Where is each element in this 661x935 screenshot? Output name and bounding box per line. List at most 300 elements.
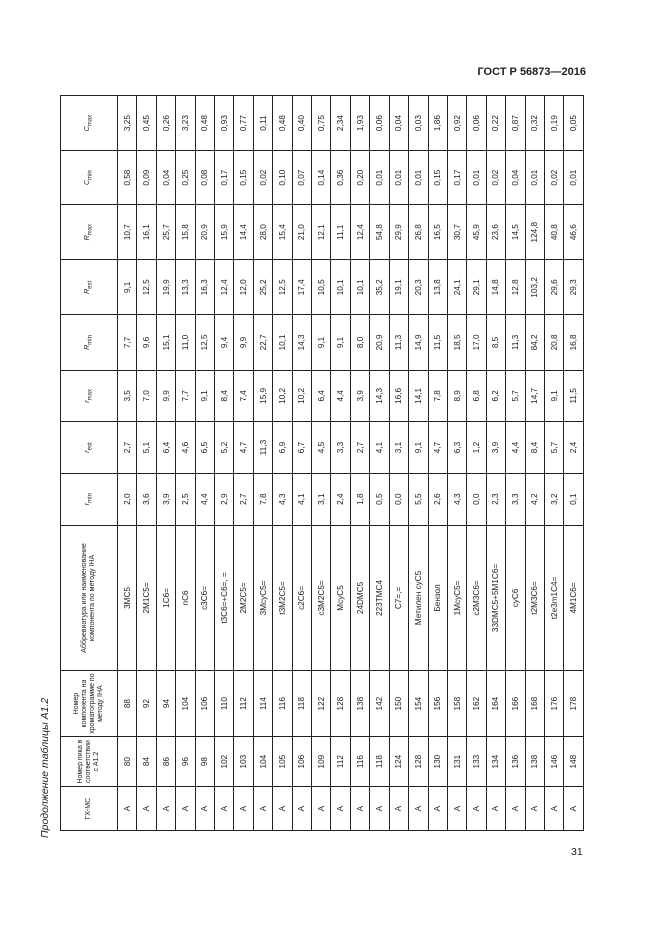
cell-gcms: A bbox=[156, 787, 175, 831]
cell-C-max: 3,23 bbox=[176, 96, 195, 151]
table-row bbox=[544, 96, 563, 831]
cell-chrom: 142 bbox=[370, 671, 389, 736]
cell-R-min: 8,5 bbox=[486, 315, 505, 370]
cell-r-max: 15,9 bbox=[253, 370, 272, 422]
cell-R-min: 17,0 bbox=[467, 315, 486, 370]
cell-R-est: 20,3 bbox=[409, 260, 428, 315]
cell-R-est: 10,1 bbox=[331, 260, 350, 315]
cell-chrom: 92 bbox=[137, 671, 156, 736]
cell-abbr: t3C6=+C6=, = bbox=[215, 525, 234, 671]
cell-C-max: 0,75 bbox=[312, 96, 331, 151]
cell-peak: 133 bbox=[467, 736, 486, 787]
cell-R-max: 12,1 bbox=[312, 205, 331, 260]
cell-r-max: 7,4 bbox=[234, 370, 253, 422]
cell-R-max: 15,9 bbox=[215, 205, 234, 260]
cell-r-max: 9,1 bbox=[544, 370, 563, 422]
header-C-symbol: C bbox=[83, 126, 91, 132]
cell-R-max: 45,9 bbox=[467, 205, 486, 260]
cell-C-min: 0,04 bbox=[156, 151, 175, 205]
header-R-symbol: R bbox=[83, 288, 91, 294]
header-r-min bbox=[61, 473, 118, 525]
cell-R-max: 54,8 bbox=[370, 205, 389, 260]
table-row bbox=[273, 96, 292, 831]
cell-r-min: 2,0 bbox=[118, 473, 137, 525]
cell-r-min: 3,9 bbox=[156, 473, 175, 525]
cell-C-max: 0,11 bbox=[253, 96, 272, 151]
table-row bbox=[176, 96, 195, 831]
table-row bbox=[292, 96, 311, 831]
cell-peak: 84 bbox=[137, 736, 156, 787]
table-row bbox=[118, 96, 137, 831]
cell-peak: 146 bbox=[544, 736, 563, 787]
cell-r-est: 8,4 bbox=[525, 422, 544, 474]
cell-R-min: 15,1 bbox=[156, 315, 175, 370]
cell-C-max: 0,05 bbox=[564, 96, 584, 151]
cell-C-max: 0,40 bbox=[292, 96, 311, 151]
cell-C-min: 0,58 bbox=[118, 151, 137, 205]
cell-chrom: 128 bbox=[331, 671, 350, 736]
cell-r-min: 2,6 bbox=[428, 473, 447, 525]
cell-r-min: 1,8 bbox=[350, 473, 369, 525]
cell-gcms: A bbox=[215, 787, 234, 831]
cell-peak: 86 bbox=[156, 736, 175, 787]
cell-R-max: 28,0 bbox=[253, 205, 272, 260]
header-sub-min: min bbox=[87, 170, 94, 180]
cell-peak: 124 bbox=[389, 736, 408, 787]
header-gcms: ГХ-МС bbox=[61, 787, 118, 831]
cell-R-max: 14,5 bbox=[506, 205, 525, 260]
cell-C-min: 0,15 bbox=[428, 151, 447, 205]
cell-peak: 136 bbox=[506, 736, 525, 787]
cell-r-est: 2,7 bbox=[118, 422, 137, 474]
cell-gcms: A bbox=[564, 787, 584, 831]
cell-C-min: 0,01 bbox=[467, 151, 486, 205]
header-R-symbol: R bbox=[83, 235, 91, 241]
cell-abbr: 4M1C6= bbox=[564, 525, 584, 671]
cell-r-max: 9,1 bbox=[195, 370, 214, 422]
cell-C-min: 0,01 bbox=[409, 151, 428, 205]
cell-r-min: 2,5 bbox=[176, 473, 195, 525]
cell-R-max: 10,7 bbox=[118, 205, 137, 260]
cell-peak: 103 bbox=[234, 736, 253, 787]
cell-C-max: 0,22 bbox=[486, 96, 505, 151]
cell-R-min: 22,7 bbox=[253, 315, 272, 370]
cell-gcms: A bbox=[195, 787, 214, 831]
cell-C-max: 0,04 bbox=[389, 96, 408, 151]
cell-chrom: 156 bbox=[428, 671, 447, 736]
cell-chrom: 168 bbox=[525, 671, 544, 736]
cell-r-max: 14,7 bbox=[525, 370, 544, 422]
cell-peak: 118 bbox=[370, 736, 389, 787]
cell-C-min: 0,04 bbox=[506, 151, 525, 205]
cell-R-est: 29,3 bbox=[564, 260, 584, 315]
cell-r-max: 10,2 bbox=[292, 370, 311, 422]
cell-R-est: 12,5 bbox=[137, 260, 156, 315]
cell-abbr: Бензол bbox=[428, 525, 447, 671]
cell-R-min: 9,4 bbox=[215, 315, 234, 370]
cell-abbr: t2e3m1C4= bbox=[544, 525, 563, 671]
cell-abbr: McyC5 bbox=[331, 525, 350, 671]
cell-r-est: 3,3 bbox=[331, 422, 350, 474]
header-C-min bbox=[61, 151, 118, 205]
cell-R-max: 26,8 bbox=[409, 205, 428, 260]
cell-R-max: 16,5 bbox=[428, 205, 447, 260]
cell-R-est: 25,2 bbox=[253, 260, 272, 315]
data-table bbox=[60, 95, 584, 831]
header-sub-est: est bbox=[87, 442, 94, 451]
header-r-symbol: r bbox=[83, 450, 91, 453]
cell-r-max: 8,4 bbox=[215, 370, 234, 422]
cell-R-min: 9,1 bbox=[312, 315, 331, 370]
cell-r-est: 4,7 bbox=[428, 422, 447, 474]
header-sub-max: max bbox=[87, 114, 94, 127]
cell-C-min: 0,17 bbox=[215, 151, 234, 205]
cell-r-est: 6,9 bbox=[273, 422, 292, 474]
cell-R-min: 10,1 bbox=[273, 315, 292, 370]
cell-r-max: 14,3 bbox=[370, 370, 389, 422]
cell-r-max: 6,8 bbox=[467, 370, 486, 422]
cell-chrom: 116 bbox=[273, 671, 292, 736]
cell-R-max: 15,4 bbox=[273, 205, 292, 260]
cell-peak: 96 bbox=[176, 736, 195, 787]
cell-chrom: 118 bbox=[292, 671, 311, 736]
cell-r-min: 3,1 bbox=[312, 473, 331, 525]
cell-C-max: 0,06 bbox=[370, 96, 389, 151]
cell-R-max: 11,1 bbox=[331, 205, 350, 260]
cell-r-min: 0,5 bbox=[370, 473, 389, 525]
header-R-est bbox=[61, 260, 118, 315]
cell-chrom: 104 bbox=[176, 671, 195, 736]
header-sub-max: max bbox=[87, 224, 94, 236]
cell-R-min: 84,2 bbox=[525, 315, 544, 370]
header-peak-number: Номер пика в соответствии с А1.2 bbox=[61, 736, 118, 787]
cell-C-min: 0,02 bbox=[253, 151, 272, 205]
cell-peak: 131 bbox=[447, 736, 466, 787]
header-sub-min: min bbox=[87, 335, 94, 345]
cell-r-min: 2,9 bbox=[215, 473, 234, 525]
header-r-symbol: r bbox=[83, 502, 91, 506]
cell-r-max: 9,9 bbox=[156, 370, 175, 422]
cell-r-min: 7,8 bbox=[253, 473, 272, 525]
cell-R-min: 9,9 bbox=[234, 315, 253, 370]
cell-gcms: A bbox=[350, 787, 369, 831]
cell-R-max: 20,9 bbox=[195, 205, 214, 260]
cell-R-est: 13,3 bbox=[176, 260, 195, 315]
cell-R-max: 15,8 bbox=[176, 205, 195, 260]
cell-r-min: 2,7 bbox=[234, 473, 253, 525]
table-row bbox=[215, 96, 234, 831]
table-row bbox=[195, 96, 214, 831]
cell-r-est: 6,7 bbox=[292, 422, 311, 474]
cell-r-max: 5,7 bbox=[506, 370, 525, 422]
cell-C-min: 0,36 bbox=[331, 151, 350, 205]
cell-R-min: 20,8 bbox=[544, 315, 563, 370]
cell-gcms: A bbox=[447, 787, 466, 831]
table-row bbox=[486, 96, 505, 831]
cell-gcms: A bbox=[544, 787, 563, 831]
cell-r-min: 4,1 bbox=[292, 473, 311, 525]
cell-R-max: 16,1 bbox=[137, 205, 156, 260]
cell-C-min: 0,09 bbox=[137, 151, 156, 205]
cell-r-min: 4,3 bbox=[447, 473, 466, 525]
cell-R-min: 9,1 bbox=[331, 315, 350, 370]
cell-r-min: 3,6 bbox=[137, 473, 156, 525]
cell-peak: 116 bbox=[350, 736, 369, 787]
cell-C-min: 0,02 bbox=[486, 151, 505, 205]
cell-peak: 134 bbox=[486, 736, 505, 787]
cell-R-min: 11,5 bbox=[428, 315, 447, 370]
page-number: 31 bbox=[571, 846, 583, 858]
cell-gcms: A bbox=[486, 787, 505, 831]
header-sub-max: max bbox=[87, 389, 94, 401]
cell-r-est: 6,4 bbox=[156, 422, 175, 474]
header-r-max bbox=[61, 370, 118, 422]
cell-C-min: 0,15 bbox=[234, 151, 253, 205]
cell-r-est: 2,4 bbox=[564, 422, 584, 474]
table-row bbox=[564, 96, 584, 831]
cell-C-min: 0,02 bbox=[544, 151, 563, 205]
cell-r-min: 0,0 bbox=[389, 473, 408, 525]
cell-abbr: c2C6= bbox=[292, 525, 311, 671]
header-sub-est: est bbox=[87, 280, 94, 289]
cell-chrom: 94 bbox=[156, 671, 175, 736]
cell-r-min: 5,5 bbox=[409, 473, 428, 525]
cell-chrom: 176 bbox=[544, 671, 563, 736]
cell-gcms: A bbox=[234, 787, 253, 831]
cell-r-max: 4,4 bbox=[331, 370, 350, 422]
cell-C-min: 0,01 bbox=[525, 151, 544, 205]
cell-r-est: 4,5 bbox=[312, 422, 331, 474]
cell-r-max: 7,7 bbox=[176, 370, 195, 422]
cell-C-max: 0,48 bbox=[195, 96, 214, 151]
table-row bbox=[389, 96, 408, 831]
cell-gcms: A bbox=[176, 787, 195, 831]
cell-abbr: 3MC5 bbox=[118, 525, 137, 671]
cell-r-est: 4,7 bbox=[234, 422, 253, 474]
header-R-max bbox=[61, 205, 118, 260]
cell-C-max: 0,26 bbox=[156, 96, 175, 151]
cell-r-est: 3,1 bbox=[389, 422, 408, 474]
cell-r-est: 6,3 bbox=[447, 422, 466, 474]
cell-chrom: 178 bbox=[564, 671, 584, 736]
cell-r-max: 11,5 bbox=[564, 370, 584, 422]
cell-C-min: 0,20 bbox=[350, 151, 369, 205]
cell-R-max: 124,8 bbox=[525, 205, 544, 260]
cell-r-max: 7,8 bbox=[428, 370, 447, 422]
cell-abbr: 3McyC5= bbox=[253, 525, 272, 671]
cell-chrom: 138 bbox=[350, 671, 369, 736]
cell-gcms: A bbox=[273, 787, 292, 831]
cell-r-est: 5,7 bbox=[544, 422, 563, 474]
cell-R-min: 18,5 bbox=[447, 315, 466, 370]
cell-R-est: 29,6 bbox=[544, 260, 563, 315]
cell-gcms: A bbox=[137, 787, 156, 831]
table-row bbox=[525, 96, 544, 831]
caption-container bbox=[30, 95, 60, 840]
cell-r-max: 6,4 bbox=[312, 370, 331, 422]
cell-abbr: 1McyC5= bbox=[447, 525, 466, 671]
header-R-symbol: R bbox=[83, 344, 91, 350]
cell-r-est: 11,3 bbox=[253, 422, 272, 474]
table-row bbox=[409, 96, 428, 831]
cell-C-min: 0,07 bbox=[292, 151, 311, 205]
cell-R-est: 14,8 bbox=[486, 260, 505, 315]
cell-chrom: 158 bbox=[447, 671, 466, 736]
table-caption: Продолжение таблицы А1.2 bbox=[39, 697, 51, 838]
table-row bbox=[234, 96, 253, 831]
cell-r-max: 6,2 bbox=[486, 370, 505, 422]
cell-abbr: 33DMC5+5M1C6= bbox=[486, 525, 505, 671]
cell-R-est: 10,1 bbox=[350, 260, 369, 315]
cell-r-est: 9,1 bbox=[409, 422, 428, 474]
cell-R-max: 23,6 bbox=[486, 205, 505, 260]
table-row bbox=[253, 96, 272, 831]
cell-C-min: 0,08 bbox=[195, 151, 214, 205]
cell-abbr: t2M3C6= bbox=[525, 525, 544, 671]
cell-gcms: A bbox=[118, 787, 137, 831]
cell-gcms: A bbox=[467, 787, 486, 831]
cell-gcms: A bbox=[525, 787, 544, 831]
header-R-min bbox=[61, 315, 118, 370]
header-chromatogram-number: Номер компонента на хроматограмме по методу IHA bbox=[61, 671, 118, 736]
cell-C-max: 0,45 bbox=[137, 96, 156, 151]
document-header-standard: ГОСТ Р 56873—2016 bbox=[477, 66, 586, 78]
cell-r-est: 6,5 bbox=[195, 422, 214, 474]
table-row bbox=[350, 96, 369, 831]
cell-chrom: 106 bbox=[195, 671, 214, 736]
cell-R-est: 10,5 bbox=[312, 260, 331, 315]
cell-abbr: c3M2C5= bbox=[312, 525, 331, 671]
cell-r-min: 2,3 bbox=[486, 473, 505, 525]
cell-r-min: 3,3 bbox=[506, 473, 525, 525]
cell-chrom: 122 bbox=[312, 671, 331, 736]
cell-chrom: 112 bbox=[234, 671, 253, 736]
cell-abbr: 223TMC4 bbox=[370, 525, 389, 671]
cell-abbr: 2M1C5= bbox=[137, 525, 156, 671]
cell-r-est: 4,4 bbox=[506, 422, 525, 474]
cell-abbr: 24DMC5 bbox=[350, 525, 369, 671]
header-abbreviation: Аббревиатура или наименование компонента по методу IHA bbox=[61, 525, 118, 671]
cell-peak: 109 bbox=[312, 736, 331, 787]
cell-r-est: 1,2 bbox=[467, 422, 486, 474]
header-C-max bbox=[61, 96, 118, 151]
cell-R-min: 16,8 bbox=[564, 315, 584, 370]
cell-R-max: 29,9 bbox=[389, 205, 408, 260]
cell-R-max: 25,7 bbox=[156, 205, 175, 260]
cell-chrom: 154 bbox=[409, 671, 428, 736]
cell-peak: 105 bbox=[273, 736, 292, 787]
cell-C-min: 0,10 bbox=[273, 151, 292, 205]
cell-R-est: 12,8 bbox=[506, 260, 525, 315]
cell-C-max: 0,48 bbox=[273, 96, 292, 151]
cell-R-est: 16,3 bbox=[195, 260, 214, 315]
cell-r-min: 4,2 bbox=[525, 473, 544, 525]
cell-r-min: 0,1 bbox=[564, 473, 584, 525]
cell-peak: 106 bbox=[292, 736, 311, 787]
cell-r-est: 2,7 bbox=[350, 422, 369, 474]
table-row bbox=[331, 96, 350, 831]
cell-C-max: 0,19 bbox=[544, 96, 563, 151]
cell-R-max: 46,6 bbox=[564, 205, 584, 260]
cell-gcms: A bbox=[428, 787, 447, 831]
cell-r-max: 3,5 bbox=[118, 370, 137, 422]
cell-gcms: A bbox=[389, 787, 408, 831]
table-body bbox=[118, 96, 584, 831]
header-row bbox=[61, 96, 118, 831]
cell-r-min: 2,4 bbox=[331, 473, 350, 525]
cell-r-est: 5,1 bbox=[137, 422, 156, 474]
cell-R-est: 29,1 bbox=[467, 260, 486, 315]
cell-r-max: 16,6 bbox=[389, 370, 408, 422]
cell-r-max: 10,2 bbox=[273, 370, 292, 422]
cell-gcms: A bbox=[312, 787, 331, 831]
cell-abbr: c2M3C6= bbox=[467, 525, 486, 671]
cell-R-min: 14,3 bbox=[292, 315, 311, 370]
cell-gcms: A bbox=[506, 787, 525, 831]
cell-abbr: 1C6= bbox=[156, 525, 175, 671]
cell-abbr: c3C6= bbox=[195, 525, 214, 671]
cell-peak: 128 bbox=[409, 736, 428, 787]
cell-C-max: 3,25 bbox=[118, 96, 137, 151]
cell-r-est: 4,6 bbox=[176, 422, 195, 474]
cell-peak: 112 bbox=[331, 736, 350, 787]
cell-C-max: 0,32 bbox=[525, 96, 544, 151]
cell-chrom: 166 bbox=[506, 671, 525, 736]
cell-chrom: 150 bbox=[389, 671, 408, 736]
cell-C-max: 1,86 bbox=[428, 96, 447, 151]
cell-C-min: 0,01 bbox=[389, 151, 408, 205]
table-row bbox=[137, 96, 156, 831]
cell-R-est: 12,4 bbox=[215, 260, 234, 315]
cell-C-min: 0,25 bbox=[176, 151, 195, 205]
cell-chrom: 162 bbox=[467, 671, 486, 736]
cell-peak: 130 bbox=[428, 736, 447, 787]
cell-R-est: 19,9 bbox=[156, 260, 175, 315]
cell-abbr: Метилен cyC5 bbox=[409, 525, 428, 671]
cell-abbr: 2M2C5= bbox=[234, 525, 253, 671]
cell-R-est: 35,2 bbox=[370, 260, 389, 315]
cell-peak: 138 bbox=[525, 736, 544, 787]
cell-R-max: 12,4 bbox=[350, 205, 369, 260]
cell-C-max: 2,34 bbox=[331, 96, 350, 151]
cell-gcms: A bbox=[253, 787, 272, 831]
cell-C-max: 0,87 bbox=[506, 96, 525, 151]
rotated-table-frame bbox=[60, 95, 584, 831]
cell-R-est: 9,1 bbox=[118, 260, 137, 315]
cell-R-est: 24,1 bbox=[447, 260, 466, 315]
cell-R-est: 19,1 bbox=[389, 260, 408, 315]
cell-abbr: t3M2C5= bbox=[273, 525, 292, 671]
cell-r-max: 14,1 bbox=[409, 370, 428, 422]
cell-C-max: 0,93 bbox=[215, 96, 234, 151]
cell-R-est: 12,5 bbox=[273, 260, 292, 315]
cell-C-min: 0,17 bbox=[447, 151, 466, 205]
cell-peak: 148 bbox=[564, 736, 584, 787]
cell-R-min: 20,9 bbox=[370, 315, 389, 370]
table-row bbox=[467, 96, 486, 831]
cell-gcms: A bbox=[331, 787, 350, 831]
table-row bbox=[312, 96, 331, 831]
cell-R-min: 14,9 bbox=[409, 315, 428, 370]
cell-r-max: 7,0 bbox=[137, 370, 156, 422]
cell-gcms: A bbox=[409, 787, 428, 831]
cell-C-min: 0,01 bbox=[564, 151, 584, 205]
table-row bbox=[506, 96, 525, 831]
cell-r-min: 4,4 bbox=[195, 473, 214, 525]
table-row bbox=[428, 96, 447, 831]
cell-r-est: 3,9 bbox=[486, 422, 505, 474]
cell-r-min: 3,2 bbox=[544, 473, 563, 525]
